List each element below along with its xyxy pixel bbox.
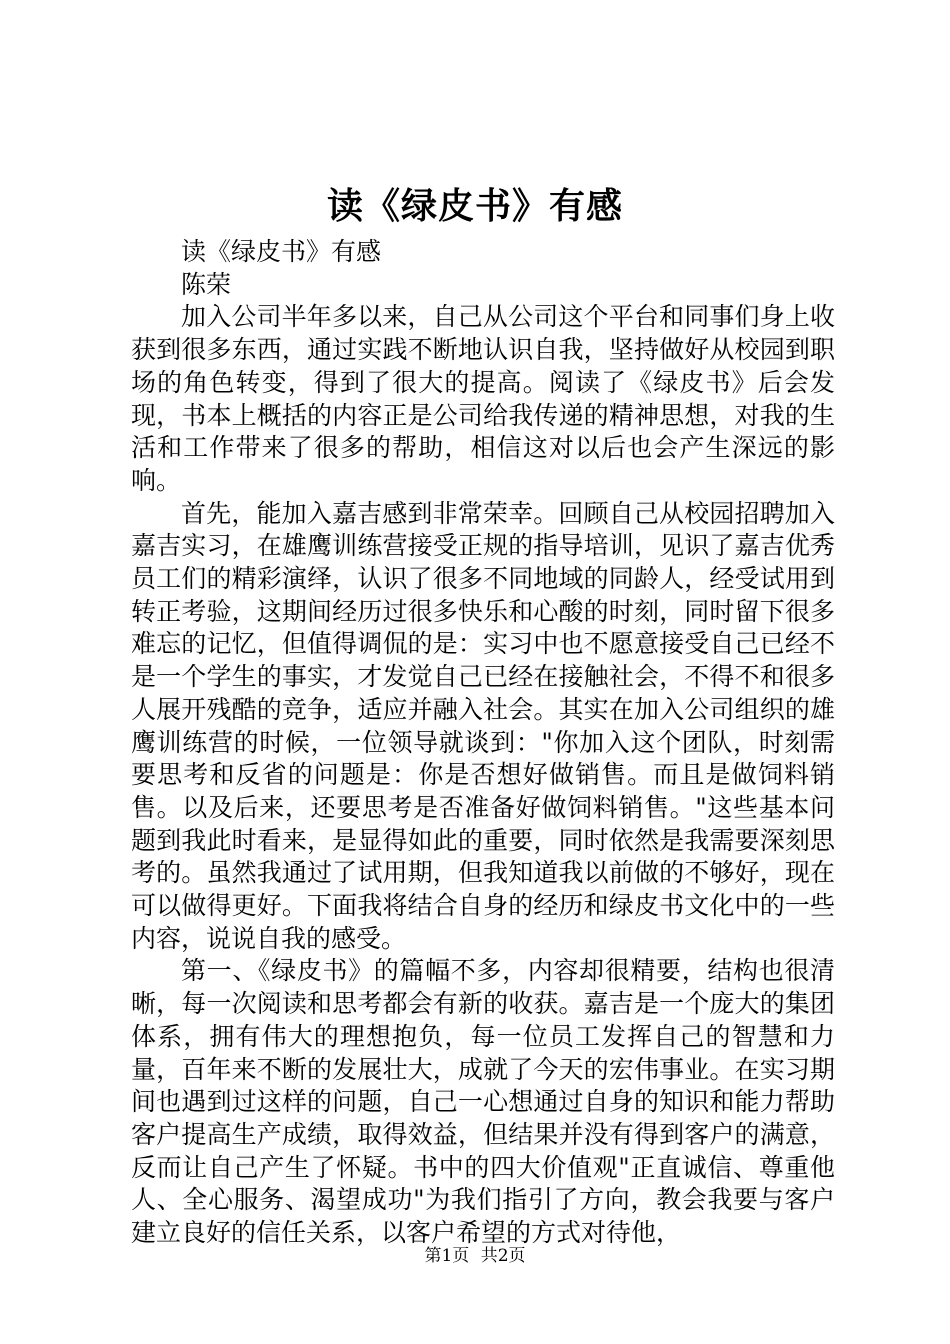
page-total: 共2页: [480, 1246, 526, 1266]
paragraph: 首先，能加入嘉吉感到非常荣幸。回顾自己从校园招聘加入嘉吉实习，在雄鹰训练营接受正规的指导培训，见识了嘉吉优秀员工们的精彩演绎，认识了很多不同地域的同龄人，经受试用到转正考验，这期间经历过很多快乐和心酸的时刻，同时留下很多难忘的记忆，但值得调侃的是：实习中也不愿意接受自己已经不是一个学生的事实，才发觉自己已经在接触社会，不得不和很多人展开残酷的竞争，适应并融入社会。其实在加入公司组织的雄鹰训练营的时候，一位领导就谈到："你加入这个团队，时刻需要思考和反省的问题是：你是否想好做销售。而且是做饲料销售。以及后来，还要思考是否准备好做饲料销售。"这些基本问题到我此时看来，是显得如此的重要，同时依然是我需要深刻思考的。虽然我通过了试用期，但我知道我以前做的不够好，现在可以做得更好。下面我将结合自身的经历和绿皮书文化中的一些内容，说说自我的感受。: [131, 498, 835, 953]
page-footer: [0, 1244, 950, 1268]
page-number: 第1页: [424, 1246, 470, 1266]
document-author: 陈荣: [181, 269, 232, 299]
paragraph: 加入公司半年多以来，自己从公司这个平台和同事们身上收获到很多东西，通过实践不断地认识自我，坚持做好从校园到职场的角色转变，得到了很大的提高。阅读了《绿皮书》后会发现，书本上概括的内容正是公司给我传递的精神思想，对我的生活和工作带来了很多的帮助，相信这对以后也会产生深远的影响。: [131, 302, 835, 495]
document-subtitle: 读《绿皮书》有感: [181, 237, 382, 266]
document-title: 读《绿皮书》有感: [326, 185, 623, 227]
document-body: [131, 236, 835, 1250]
paragraph: 第一、《绿皮书》的篇幅不多，内容却很精要，结构也很清晰，每一次阅读和思考都会有新的收获。嘉吉是一个庞大的集团体系，拥有伟大的理想抱负，每一位员工发挥自己的智慧和力量，百年来不断的发展壮大，成就了今天的宏伟事业。在实习期间也遇到过这样的问题，自己一心想通过自身的知识和能力帮助客户提高生产成绩，取得效益，但结果并没有得到客户的满意，反而让自己产生了怀疑。书中的四大价值观"正直诚信、尊重他人、全心服务、渴望成功"为我们指引了方向，教会我要与客户建立良好的信任关系，以客户希望的方式对待他，: [131, 956, 835, 1248]
